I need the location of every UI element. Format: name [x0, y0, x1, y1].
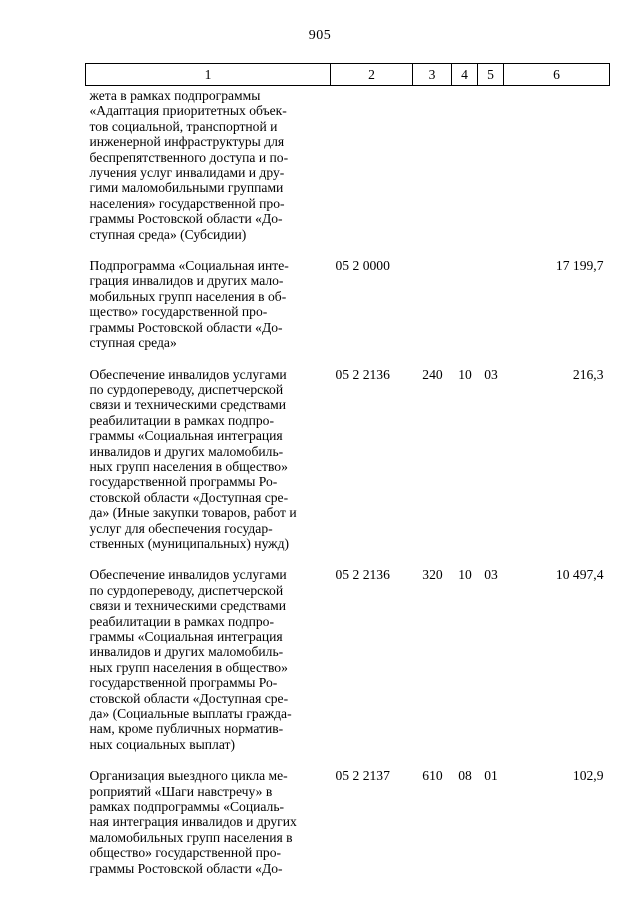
description-line: Организация выездного цикла ме- [89, 768, 288, 784]
description-line: щество» государственной про- [89, 304, 268, 320]
row-pr: 03 [484, 366, 498, 382]
description-line: по сурдопереводу, диспетчерской [89, 582, 284, 598]
row-code [331, 86, 413, 257]
description-line: граммы Ростовской области «До- [89, 319, 283, 335]
description-line: роприятий «Шаги навстречу» в [89, 783, 273, 799]
description-line: беспрепятственного доступа и по- [89, 149, 289, 165]
row-description [86, 365, 331, 566]
description-line: инвалидов и других маломобиль- [89, 644, 284, 660]
row-pr [478, 86, 504, 257]
description-line: стовской области «Доступная сре- [89, 690, 289, 706]
description-line: государственной программы Ро- [89, 474, 278, 490]
row-amount: 17 199,7 [555, 258, 604, 274]
description-line: ных групп населения в общество» [89, 458, 288, 474]
row-rz [452, 256, 478, 364]
row-pr: 01 [484, 768, 498, 784]
description-line: ная интеграция инвалидов и других [89, 814, 297, 830]
row-rz: 08 [458, 768, 472, 784]
description-line: граммы «Социальная интеграция [89, 428, 283, 444]
row-rz: 10 [458, 567, 472, 583]
column-header-6: 6 [504, 64, 610, 86]
row-vr: 240 [422, 366, 443, 382]
row-vr: 320 [422, 567, 443, 583]
description-line: общество» государственной про- [89, 845, 282, 861]
description-line: реабилитации в рамках подпро- [89, 613, 275, 629]
description-line: стовской области «Доступная сре- [89, 489, 289, 505]
row-rz: 10 [458, 366, 472, 382]
row-code: 05 2 2136 [335, 567, 390, 583]
row-pr: 03 [484, 567, 498, 583]
row-vr [413, 86, 452, 257]
description-line: жета в рамках подпрограммы [89, 88, 261, 103]
row-amount: 10 497,4 [555, 567, 604, 583]
page-number: 905 [308, 28, 332, 43]
row-pr [478, 256, 504, 364]
row-code: 05 2 2137 [335, 768, 390, 784]
column-header-4: 4 [452, 64, 478, 86]
description-line: лучения услуг инвалидами и дру- [89, 165, 285, 181]
row-code: 05 2 0000 [335, 258, 390, 274]
description-line: по сурдопереводу, диспетчерской [89, 381, 284, 397]
description-line: ных групп населения в общество» [89, 659, 288, 675]
description-line: Обеспечение инвалидов услугами [89, 366, 287, 382]
description-line: «Адаптация приоритетных объек- [89, 103, 287, 119]
row-amount: 216,3 [572, 366, 604, 382]
table-row [86, 565, 610, 766]
description-line: реабилитации в рамках подпро- [89, 412, 275, 428]
description-line: граммы Ростовской области «До- [89, 860, 283, 876]
description-line: да» (Иные закупки товаров, работ и [89, 505, 297, 521]
description-line: нам, кроме публичных норматив- [89, 721, 284, 737]
description-line: инженерной инфраструктуры для [89, 134, 285, 150]
description-line: маломобильных групп населения в [89, 829, 293, 845]
description-line: населения» государственной про- [89, 195, 285, 211]
column-header-2: 2 [331, 64, 413, 86]
description-line: ступная среда» (Субсидии) [89, 226, 247, 242]
row-rz [452, 86, 478, 257]
description-line: ственных (муниципальных) нужд) [89, 535, 290, 551]
description-line: мобильных групп населения в об- [89, 288, 287, 304]
description-line: Подпрограмма «Социальная инте- [89, 258, 289, 274]
description-line: граммы «Социальная интеграция [89, 629, 283, 644]
description-line: грация инвалидов и других мало- [89, 273, 284, 289]
row-code: 05 2 2136 [335, 366, 390, 382]
row-description [86, 86, 331, 257]
description-line: ных социальных выплат) [89, 736, 235, 752]
description-line: инвалидов и других маломобиль- [89, 443, 284, 459]
table-row [86, 86, 610, 257]
description-line: тов социальной, транспортной и [89, 118, 278, 134]
description-line: государственной программы Ро- [89, 675, 278, 691]
description-line: Обеспечение инвалидов услугами [89, 567, 287, 583]
row-description [86, 256, 331, 364]
description-line: ступная среда» [89, 335, 177, 351]
row-description [86, 766, 331, 876]
table-row [86, 766, 610, 876]
table-row [86, 365, 610, 566]
table-header-row [86, 64, 610, 86]
description-line: да» (Социальные выплаты гражда- [89, 706, 292, 722]
table-row [86, 256, 610, 364]
row-vr [413, 256, 452, 364]
description-line: услуг для обеспечения государ- [89, 520, 273, 536]
row-amount: 102,9 [572, 768, 604, 784]
budget-table [85, 63, 610, 876]
description-line: гими маломобильными группами [89, 180, 284, 196]
description-line: рамках подпрограммы «Социаль- [89, 799, 285, 815]
column-header-3: 3 [413, 64, 452, 86]
description-line: граммы Ростовской области «До- [89, 211, 283, 227]
column-header-5: 5 [478, 64, 504, 86]
description-line: связи и техническими средствами [89, 397, 287, 413]
row-amount [504, 86, 610, 257]
row-description [86, 565, 331, 766]
description-line: связи и техническими средствами [89, 598, 287, 614]
row-vr: 610 [422, 768, 443, 784]
column-header-1: 1 [86, 64, 331, 86]
